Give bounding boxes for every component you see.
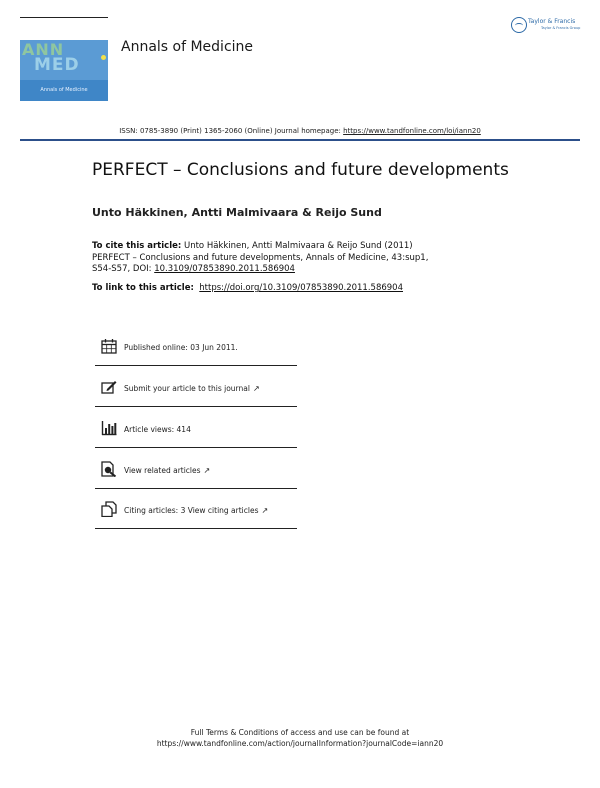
cite-doi-link[interactable]: 10.3109/07853890.2011.586904: [154, 264, 295, 274]
citing-articles-row[interactable]: [95, 487, 297, 529]
publisher-tagline: Taylor & Francis Group: [541, 26, 581, 30]
footer-terms-link[interactable]: https://www.tandfonline.com/action/journalInformation?journalCode=iann20: [156, 739, 444, 748]
article-doi-link[interactable]: https://doi.org/10.3109/07853890.2011.586904: [199, 283, 403, 293]
cite-label: To cite this article:: [92, 241, 182, 251]
header-divider: [20, 139, 580, 141]
top-rule: [20, 17, 108, 18]
published-online-text: Published online: 03 Jun 2011.: [124, 343, 238, 352]
published-online-row: [95, 324, 297, 366]
citing-articles-link[interactable]: [124, 506, 268, 515]
footer: [0, 727, 600, 749]
related-articles-link[interactable]: [124, 466, 210, 475]
cover-text-ann: ANN: [22, 40, 65, 59]
bar-chart-icon: [101, 420, 117, 436]
cite-text: Unto Häkkinen, Antti Malmivaara & Reijo Sund (2011) PERFECT – Conclusions and future developments, Annals of Medicine, 43:sup1, S54-S57, DOI:: [92, 241, 429, 274]
journal-homepage-link[interactable]: https://www.tandfonline.com/loi/iann20: [343, 127, 481, 135]
external-link-icon: ↗: [252, 384, 260, 393]
article-title: PERFECT – Conclusions and future developments: [92, 160, 509, 180]
publisher-name: Taylor & Francis: [528, 18, 576, 25]
journal-cover-image[interactable]: [20, 40, 108, 101]
publisher-logo-icon: [511, 17, 527, 33]
external-link-icon: ↗: [203, 466, 211, 475]
external-link-icon: ↗: [261, 506, 269, 515]
issn-text: ISSN: 0785-3890 (Print) 1365-2060 (Online) Journal homepage:: [119, 127, 344, 135]
citation-block: [92, 241, 442, 276]
related-articles-row[interactable]: [95, 447, 297, 489]
submit-article-link[interactable]: [124, 384, 260, 393]
journal-title[interactable]: Annals of Medicine: [121, 39, 254, 55]
footer-terms-text: Full Terms & Conditions of access and use can be found at: [190, 728, 410, 737]
issn-line: [0, 127, 600, 135]
submit-article-text: Submit your article to this journal: [124, 384, 250, 393]
related-articles-text: View related articles: [124, 466, 201, 475]
cover-text-med: MED: [34, 55, 80, 75]
cover-dot: [101, 55, 106, 60]
calendar-icon: [101, 338, 117, 354]
submit-article-row[interactable]: [95, 365, 297, 407]
search-document-icon: [101, 461, 117, 477]
citing-articles-text: Citing articles: 3 View citing articles: [124, 506, 259, 515]
article-views-text: Article views: 414: [124, 425, 191, 434]
link-label: To link to this article:: [92, 283, 194, 293]
article-views-row: [95, 406, 297, 448]
article-authors[interactable]: Unto Häkkinen, Antti Malmivaara & Reijo Sund: [92, 206, 382, 219]
edit-icon: [101, 379, 117, 395]
article-link-block: [92, 283, 403, 295]
cover-caption: Annals of Medicine: [40, 87, 88, 93]
citing-articles-icon: [101, 501, 117, 517]
